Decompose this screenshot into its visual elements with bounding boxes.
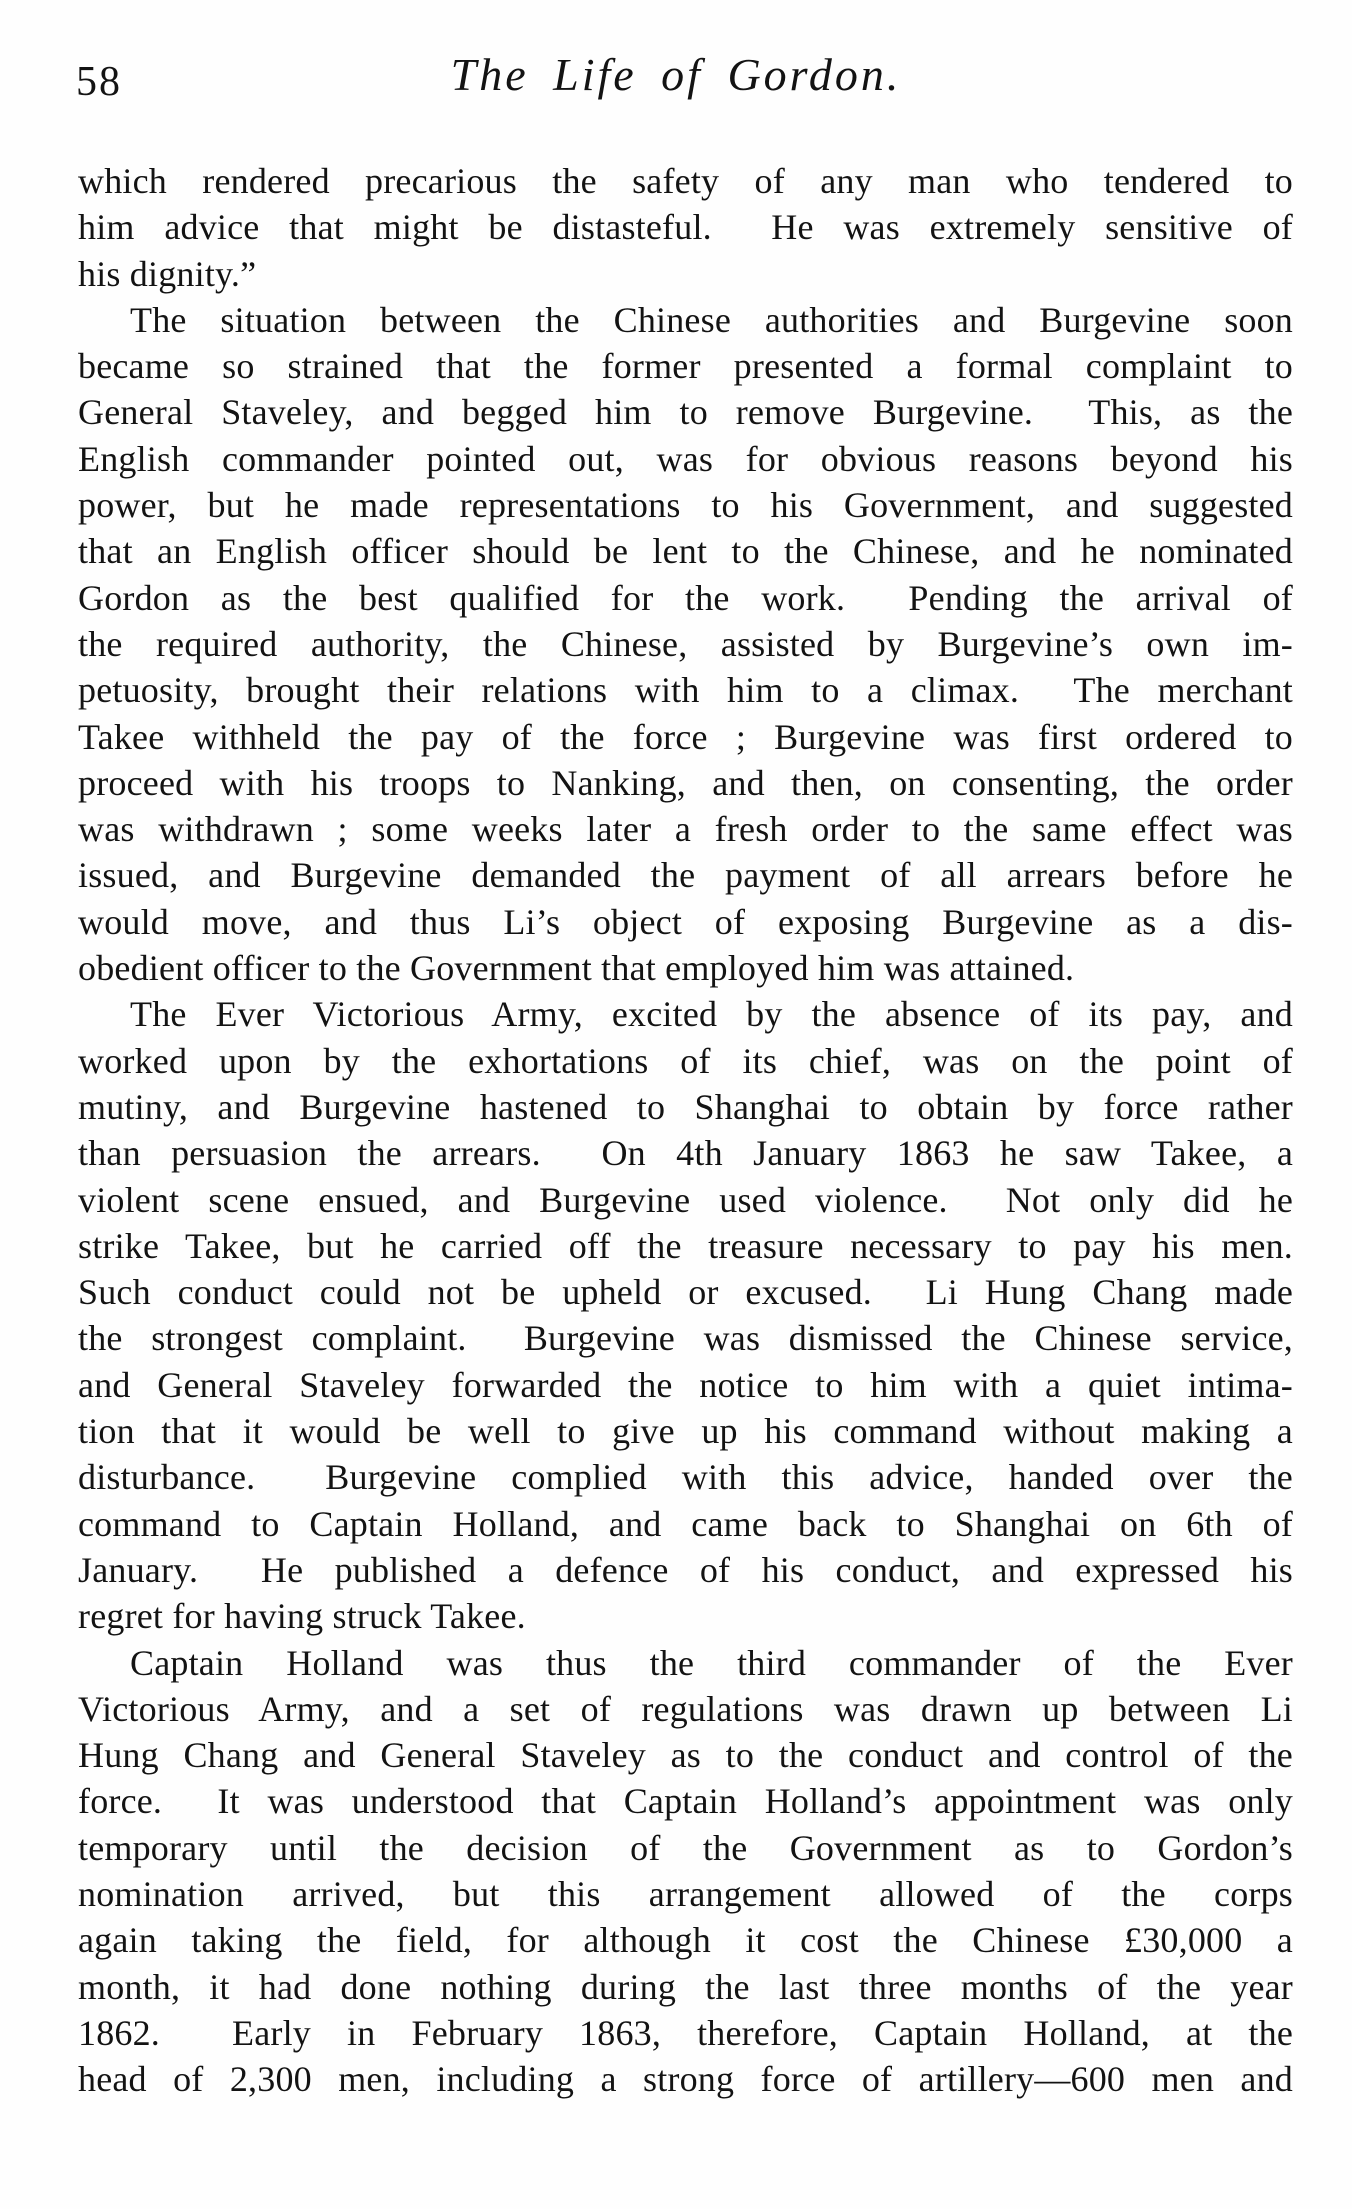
running-title: The Life of Gordon. — [450, 49, 902, 100]
text-line: proceed with his troops to Nanking, and then, on consenting, the order — [78, 762, 1293, 803]
text-line: disturbance. Burgevine complied with this advice, handed over the — [78, 1457, 1293, 1498]
text-line: worked upon by the exhortations of its chief, was on the point of — [78, 1040, 1293, 1081]
text-line: Victorious Army, and a set of regulations was drawn up between Li — [78, 1688, 1293, 1729]
text-line: General Staveley, and begged him to remove Burgevine. This, as the — [78, 392, 1293, 433]
text-line: that an English officer should be lent to the Chinese, and he nominated — [78, 531, 1293, 572]
text-line: and General Staveley forwarded the notice to him with a quiet intima- — [78, 1364, 1293, 1405]
text-line: Takee withheld the pay of the force ; Burgevine was first ordered to — [78, 716, 1293, 757]
text-line: petuosity, brought their relations with him to a climax. The merchant — [78, 670, 1293, 711]
text-line: the strongest complaint. Burgevine was dismissed the Chinese service, — [78, 1318, 1293, 1359]
text-line: obedient officer to the Government that employed him was attained. — [78, 948, 1075, 989]
text-line: temporary until the decision of the Government as to Gordon’s — [78, 1827, 1293, 1868]
text-line: Captain Holland was thus the third commander of the Ever — [130, 1642, 1293, 1683]
text-line: than persuasion the arrears. On 4th January 1863 he saw Takee, a — [78, 1133, 1293, 1174]
text-line: regret for having struck Takee. — [78, 1596, 526, 1637]
text-line: power, but he made representations to his Government, and suggested — [78, 485, 1293, 526]
text-line: tion that it would be well to give up his command without making a — [78, 1411, 1293, 1452]
text-line: The Ever Victorious Army, excited by the absence of its pay, and — [130, 994, 1293, 1035]
text-line: became so strained that the former presented a formal complaint to — [78, 346, 1293, 387]
text-line: violent scene ensued, and Burgevine used violence. Not only did he — [78, 1179, 1293, 1220]
text-line: January. He published a defence of his conduct, and expressed his — [78, 1549, 1293, 1590]
text-line: him advice that might be distasteful. He was extremely sensitive of — [78, 207, 1293, 248]
text-line: issued, and Burgevine demanded the payment of all arrears before he — [78, 855, 1293, 896]
text-line: Gordon as the best qualified for the work. Pending the arrival of — [78, 577, 1293, 618]
running-header — [0, 48, 1352, 118]
text-line: his dignity.” — [78, 253, 257, 294]
text-line: was withdrawn ; some weeks later a fresh order to the same effect was — [78, 809, 1293, 850]
text-line: Such conduct could not be upheld or excused. Li Hung Chang made — [78, 1272, 1293, 1313]
text-line: which rendered precarious the safety of any man who tendered to — [78, 161, 1293, 201]
text-line: command to Captain Holland, and came back to Shanghai on 6th of — [78, 1503, 1293, 1544]
text-line: The situation between the Chinese authorities and Burgevine soon — [130, 299, 1293, 340]
page-text — [78, 158, 1293, 2102]
text-line: Hung Chang and General Staveley as to the conduct and control of the — [78, 1735, 1293, 1776]
text-line: month, it had done nothing during the last three months of the year — [78, 1966, 1293, 2007]
text-line: would move, and thus Li’s object of exposing Burgevine as a dis- — [78, 901, 1293, 942]
text-line: again taking the field, for although it cost the Chinese £30,000 a — [78, 1920, 1293, 1961]
text-line: the required authority, the Chinese, assisted by Burgevine’s own im- — [78, 623, 1293, 664]
text-line: nomination arrived, but this arrangement allowed of the corps — [78, 1873, 1293, 1914]
text-line: strike Takee, but he carried off the treasure necessary to pay his men. — [78, 1225, 1293, 1266]
text-line: English commander pointed out, was for obvious reasons beyond his — [78, 438, 1293, 479]
text-line: mutiny, and Burgevine hastened to Shanghai to obtain by force rather — [78, 1086, 1293, 1127]
page-number: 58 — [76, 59, 122, 105]
text-line: 1862. Early in February 1863, therefore, Captain Holland, at the — [78, 2012, 1293, 2053]
text-line: head of 2,300 men, including a strong force of artillery—600 men and — [78, 2059, 1293, 2100]
text-line: force. It was understood that Captain Holland’s appointment was only — [78, 1781, 1293, 1822]
